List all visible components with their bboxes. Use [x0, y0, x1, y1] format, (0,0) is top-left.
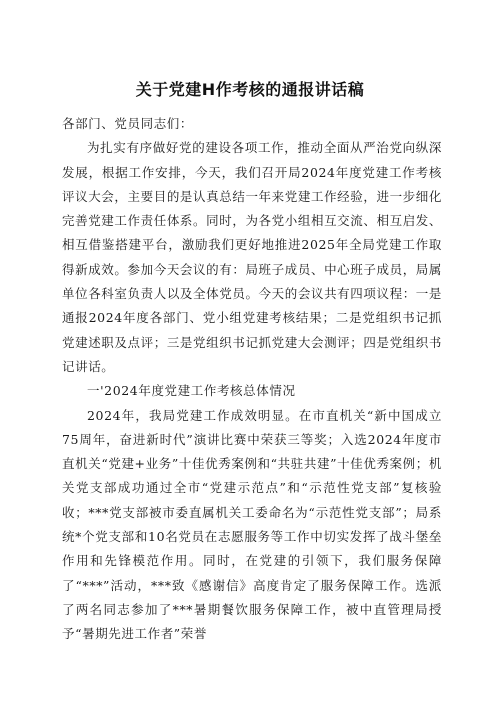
- salutation: 各部门、党员同志们：: [62, 116, 194, 131]
- paragraph-opening: 为扎实有序做好党的建设各项工作，推动全面从严治党向纵深发展，根据工作安排，今天，我们召开局2024年度党建工作考核评议大会，主要目的是认真总结一年来党建工作经验，进一步细化完善党建工作责任体系。同时，为各党小组相互交流、相互启发、相互借鉴搭建平台，激励我们更好地推进2025年全局党建工作取得新成效。参加今天会议的有：局班子成员、中心班子成员，局属单位各科室负责人以及全体党员。今天的会议共有四项议程：一是通报2024年度各部门、党小组党建考核结果；二是党组织书记抓党建述职及点评；三是党组织书记抓党建大会测评；四是党组织书记讲话。: [62, 140, 442, 374]
- paragraph-summary: 2024年，我局党建工作成效明显。在市直机关“新中国成立75周年，奋进新时代”演讲比赛中荣获三等奖；入选2024年度市直机关“党建+业务”十佳优秀案例和“共驻共建”十佳优秀案例；机关党支部成功通过全市“党建示范点”和“示范性党支部”复核验收；***党支部被市委直属机关工委命名为“示范性党支部”；局系统*个党支部和10名党员在志愿服务等工作中切实发挥了战斗堡垒作用和先锋模范作用。同时，在党建的引领下，我们服务保障了“***”活动，***致《感谢信》高度肯定了服务保障工作。选派了两名同志参加了***暑期餐饮服务保障工作，被中直管理局授予“暑期先进工作者”荣誉: [62, 407, 442, 642]
- document-title: 关于党建H作考核的通报讲话稿: [135, 80, 365, 99]
- section-heading: 一'2024年度党建工作考核总体情况: [87, 383, 296, 399]
- document-body: [62, 112, 442, 647]
